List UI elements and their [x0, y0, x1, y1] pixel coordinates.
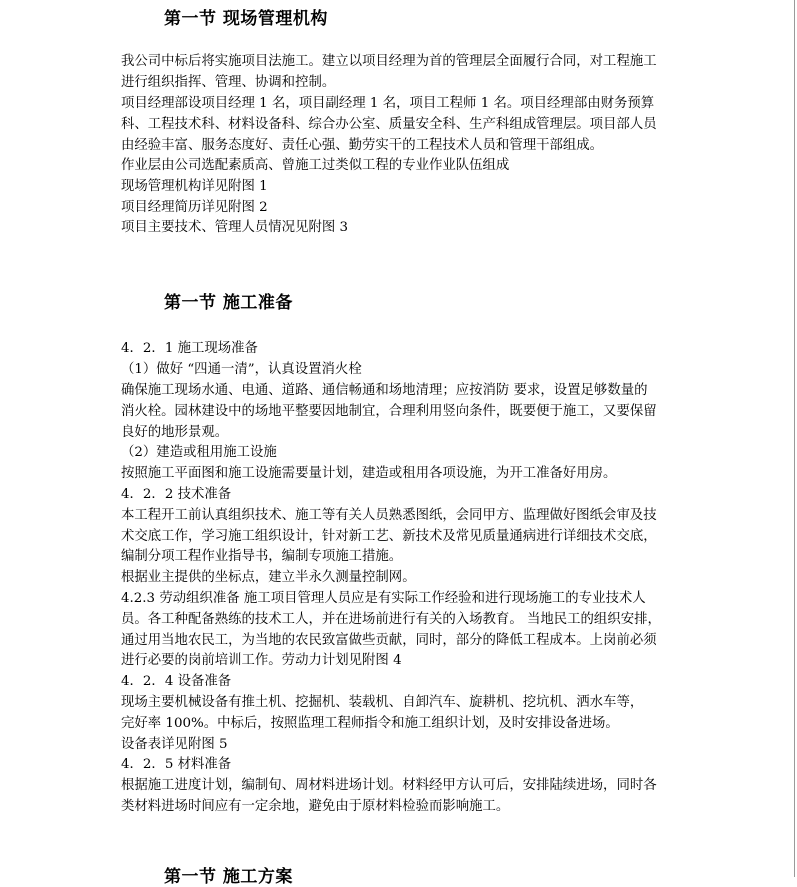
paragraph-line: 项目经理部设项目经理 1 名，项目副经理 1 名，项目工程师 1 名。项目经理部由财务预算 — [121, 96, 655, 111]
paragraph-line: 进行组织指挥、管理、协调和控制。 — [121, 75, 336, 90]
paragraph-line: 现场主要机械设备有推土机、挖掘机、装载机、自卸汽车、旋耕机、挖坑机、洒水车等， — [121, 695, 644, 710]
subsection-title: 4．2．5 材料准备 — [121, 757, 232, 772]
paragraph-line: 消火栓。园林建设中的场地平整要因地制宜，合理利用竖向条件，既要便于施工，又要保留 — [121, 404, 657, 419]
section-heading-preparation: 第一节 施工准备 — [164, 293, 293, 313]
subsection-title: 4．2．2 技术准备 — [121, 487, 232, 502]
paragraph-line: 完好率 100%。中标后，按照监理工程师指令和施工组织计划，及时安排设备进场。 — [121, 716, 619, 731]
paragraph-line: 良好的地形景观。 — [121, 425, 229, 440]
page-edge-divider — [794, 0, 795, 877]
paragraph-line: 根据施工进度计划，编制旬、周材料进场计划。材料经甲方认可后，安排陆续进场，同时各 — [121, 778, 657, 793]
paragraph-line: 编制分项工程作业指导书，编制专项施工措施。 — [121, 549, 403, 564]
paragraph-line: 设备表详见附图 5 — [121, 737, 228, 752]
paragraph-line: 作业层由公司选配素质高、曾施工过类似工程的专业作业队伍组成 — [121, 158, 510, 173]
paragraph-line: 现场管理机构详见附图 1 — [121, 179, 268, 194]
paragraph-line: 根据业主提供的坐标点，建立半永久测量控制网。 — [121, 570, 416, 585]
paragraph-line: 项目经理简历详见附图 2 — [121, 200, 268, 215]
paragraph-line: 类材料进场时间应有一定余地，避免由于原材料检验而影响施工。 — [121, 799, 510, 814]
paragraph-line: 我公司中标后将实施项目法施工。建立以项目经理为首的管理层全面履行合同，对工程施工 — [121, 54, 657, 69]
section-heading-management: 第一节 现场管理机构 — [164, 9, 328, 29]
paragraph-line: 科、工程技术科、材料设备科、综合办公室、质量安全科、生产科组成管理层。项目部人员 — [121, 117, 657, 132]
section-heading-construction-plan: 第一节 施工方案 — [164, 867, 293, 887]
paragraph-line: （2）建造或租用施工设施 — [121, 445, 277, 460]
paragraph-line: 由经验丰富、服务态度好、责任心强、勤劳实干的工程技术人员和管理干部组成。 — [121, 138, 604, 153]
paragraph-line: （1）做好 “四通一清”，认真设置消火栓 — [121, 362, 362, 377]
paragraph-line: 通过用当地农民工，为当地的农民致富做些贡献，同时，部分的降低工程成本。上岗前必须 — [121, 633, 657, 648]
paragraph-line: 按照施工平面图和施工设施需要量计划，建造或租用各项设施，为开工准备好用房。 — [121, 466, 617, 481]
paragraph-line: 4.2.3 劳动组织准备 施工项目管理人员应是有实际工作经验和进行现场施工的专业技术人 — [121, 591, 646, 606]
subsection-title: 4．2．4 设备准备 — [121, 674, 232, 689]
subsection-title: 4．2．1 施工现场准备 — [121, 341, 258, 356]
paragraph-line: 项目主要技术、管理人员情况见附图 3 — [121, 220, 349, 235]
paragraph-line: 员。各工种配备熟练的技术工人，并在进场前进行有关的入场教育。 当地民工的组织安排， — [121, 612, 661, 627]
paragraph-line: 确保施工现场水通、电通、道路、通信畅通和场地清理；应按消防 要求，设置足够数量的 — [121, 383, 648, 398]
paragraph-line: 本工程开工前认真组织技术、施工等有关人员熟悉图纸，会同甲方、监理做好图纸会审及技 — [121, 508, 657, 523]
paragraph-line: 术交底工作，学习施工组织设计，针对新工艺、新技术及常见质量通病进行详细技术交底， — [121, 529, 657, 544]
paragraph-line: 进行必要的岗前培训工作。劳动力计划见附图 4 — [121, 653, 402, 668]
